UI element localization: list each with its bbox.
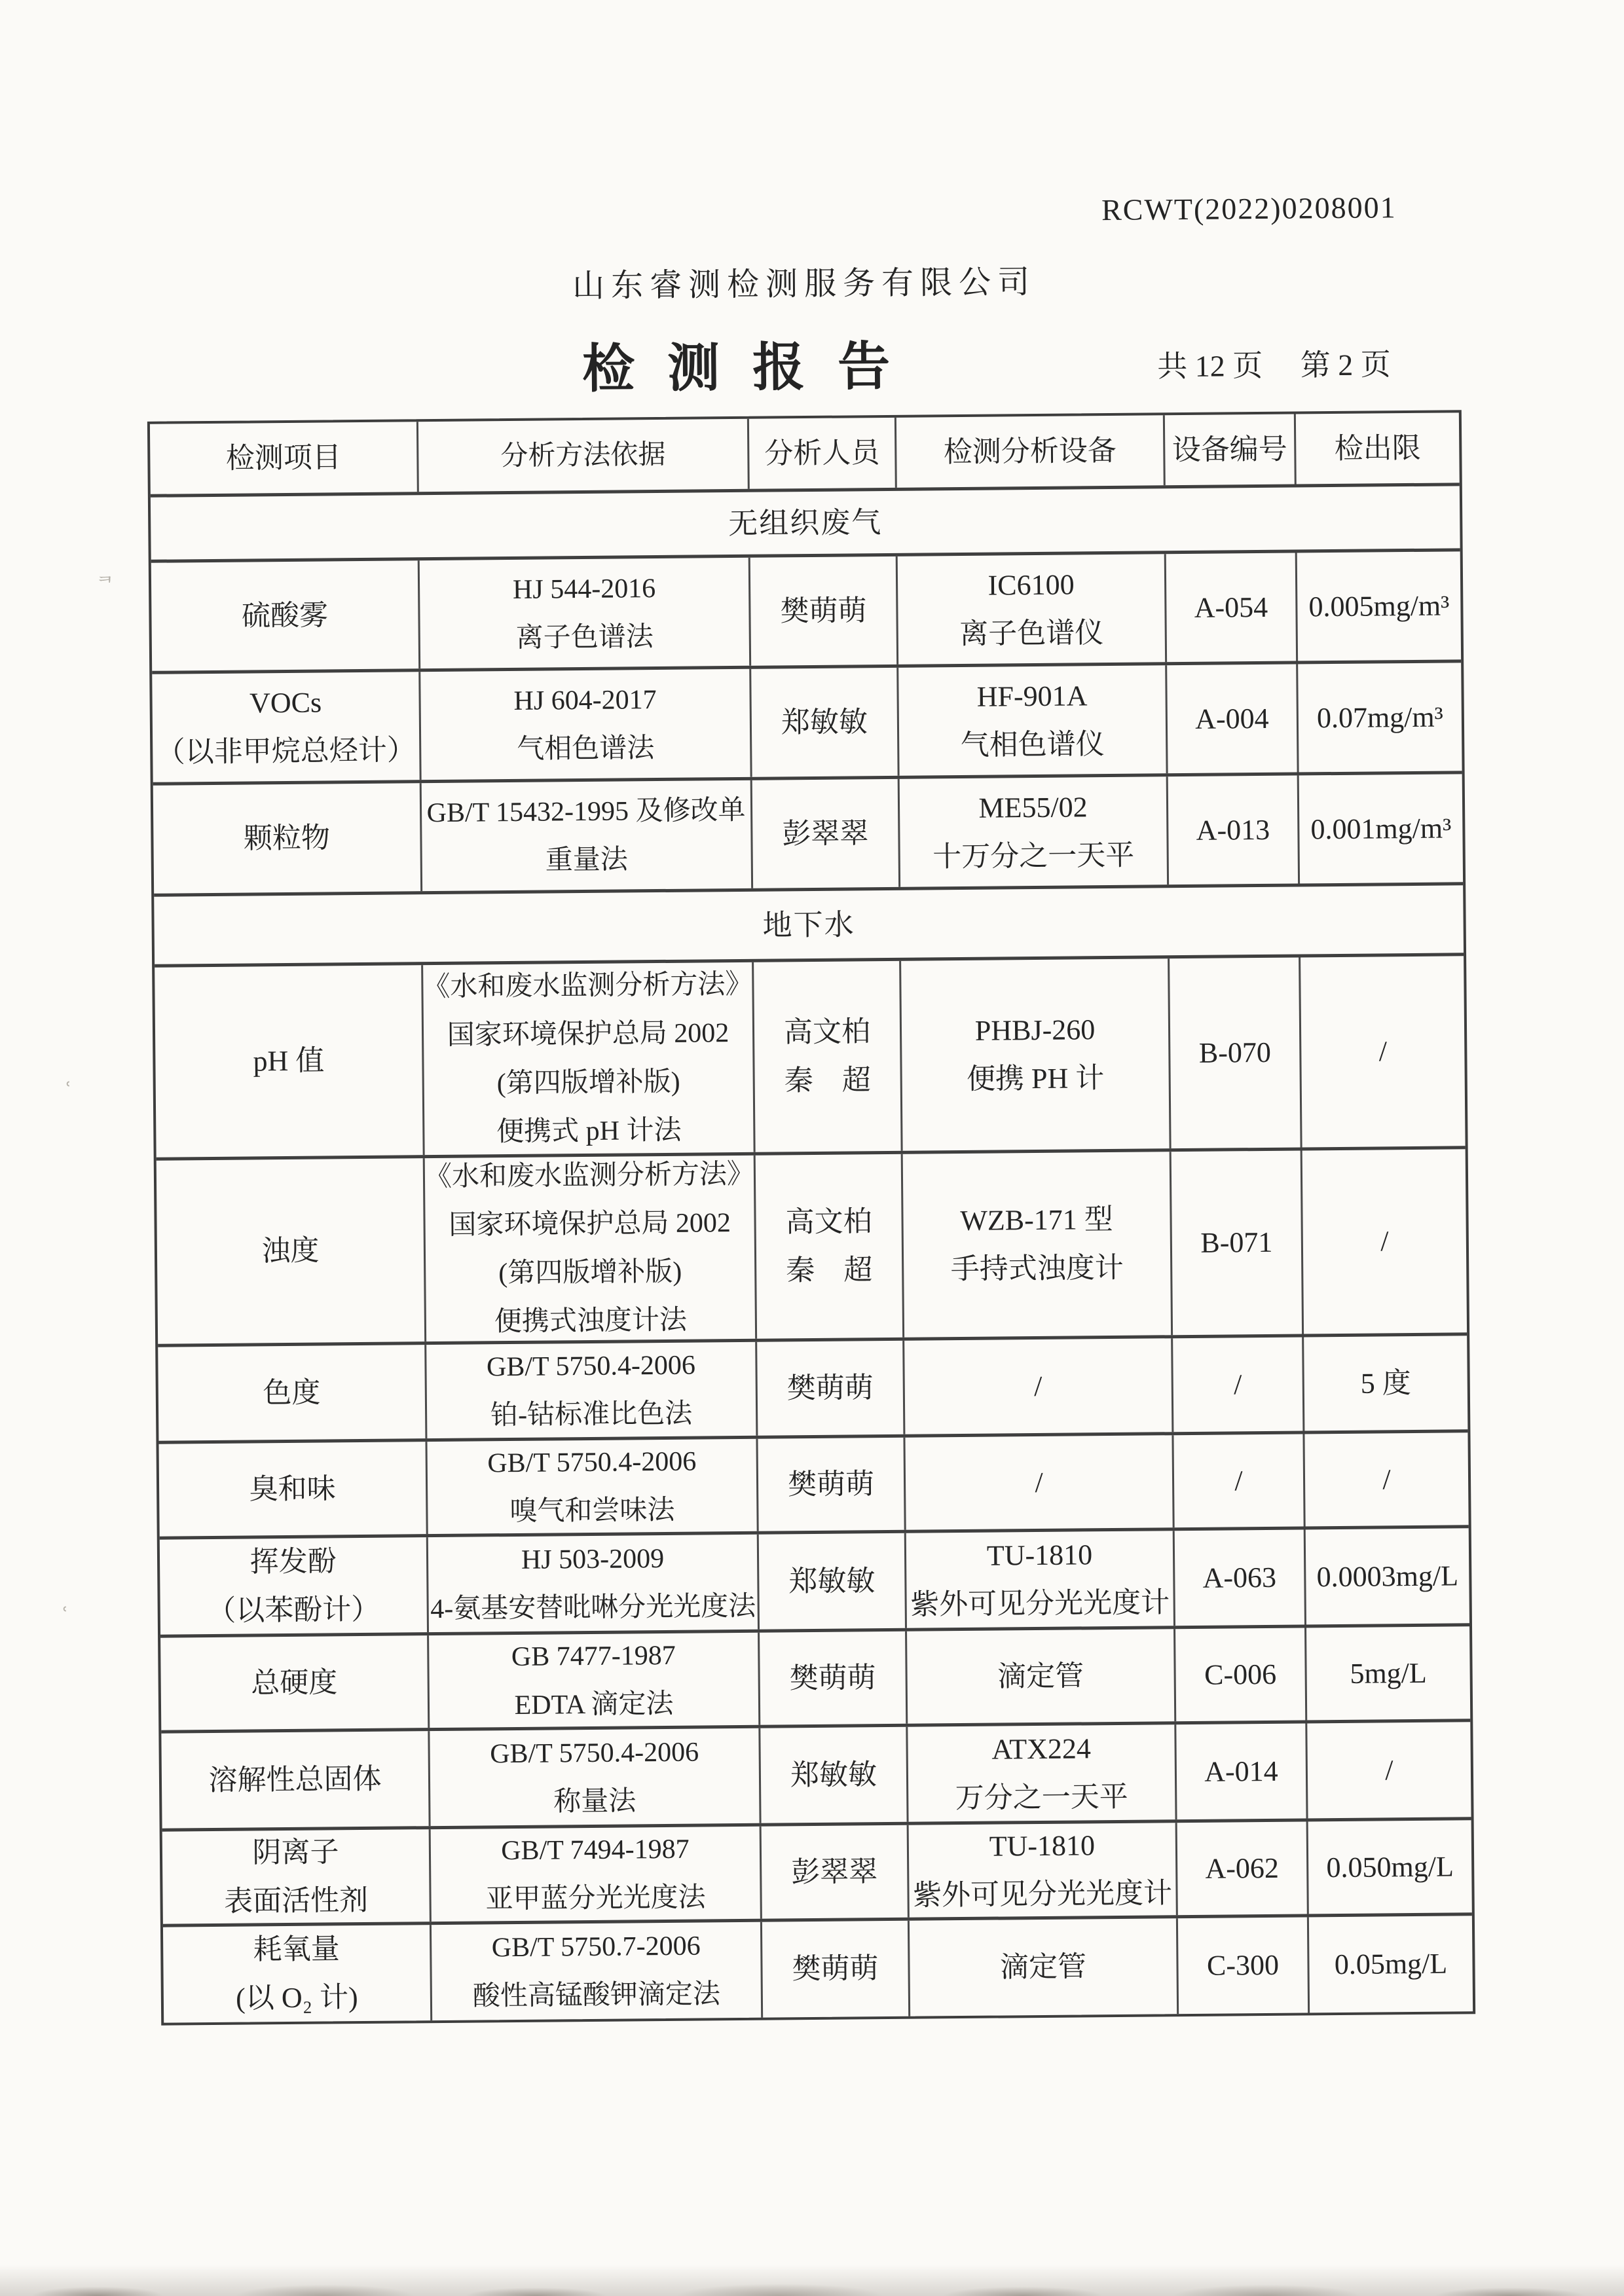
cell-line: 滴定管 — [997, 1659, 1084, 1693]
detection-limit-cell — [1308, 1820, 1472, 1914]
table-row — [160, 1626, 1470, 1733]
cell-line: 郑敏敏 — [781, 705, 868, 738]
cell-line: 溶解性总固体 — [208, 1762, 382, 1796]
scan-speck: ᆿ — [96, 563, 115, 586]
cell-line: 万分之一天平 — [955, 1780, 1128, 1814]
cell-line: 挥发酚 — [249, 1544, 337, 1578]
report-title: 检 测 报 告 — [581, 338, 900, 399]
section-row — [151, 486, 1460, 562]
cell-line: 0.050mg/L — [1326, 1850, 1454, 1884]
cell-line: B-071 — [1200, 1226, 1273, 1259]
equipment-cell — [900, 776, 1169, 887]
method-cell — [429, 1633, 760, 1728]
cell-line: GB/T 5750.4-2006 — [486, 1350, 696, 1382]
table-row — [151, 551, 1461, 674]
cell-line: HJ 503-2009 — [521, 1543, 665, 1575]
table-row — [152, 663, 1462, 785]
equipment-no-cell — [1167, 664, 1299, 773]
equipment-no-cell — [1177, 1821, 1309, 1915]
cell-line: 0.005mg/m³ — [1308, 589, 1450, 623]
cell-line: HJ 604-2017 — [513, 684, 657, 716]
item-cell — [162, 1829, 432, 1924]
column-header-analyst — [749, 418, 897, 489]
cell-line: C-300 — [1206, 1948, 1280, 1982]
cell-line: A-054 — [1194, 591, 1268, 624]
cell-line: 便携式 pH 计法 — [496, 1115, 682, 1148]
equipment-cell — [910, 1918, 1179, 2016]
table-row — [155, 956, 1465, 1160]
cell-line: B-070 — [1198, 1036, 1272, 1069]
item-cell — [155, 965, 425, 1157]
cell-line: 彭翠翠 — [782, 816, 869, 850]
method-cell — [431, 1827, 762, 1922]
detection-limit-cell — [1306, 1528, 1469, 1624]
cell-line: 嗅气和尝味法 — [509, 1495, 675, 1527]
cell-line: 便携式浊度计法 — [494, 1305, 688, 1338]
cell-line: VOCs — [249, 686, 322, 719]
cell-line: 浊度 — [261, 1234, 320, 1267]
method-cell — [420, 558, 751, 668]
cell-line: 铂-钴标准比色法 — [490, 1398, 693, 1430]
cell-line: 5mg/L — [1350, 1656, 1427, 1690]
column-header-equipment-no — [1165, 414, 1297, 486]
detection-limit-cell — [1302, 1149, 1467, 1334]
cell-line: A-013 — [1196, 813, 1270, 847]
item-cell — [160, 1635, 430, 1730]
section-label — [154, 885, 1464, 964]
detection-limit-cell — [1306, 1626, 1470, 1720]
cell-line: GB/T 5750.7-2006 — [491, 1931, 701, 1963]
equipment-cell — [901, 958, 1172, 1151]
analyst-cell — [762, 1921, 910, 2018]
equipment-cell — [909, 1823, 1178, 1918]
cell-line: 郑敏敏 — [788, 1564, 876, 1597]
item-cell — [151, 560, 420, 671]
cell-line: / — [1380, 1225, 1389, 1258]
cell-line: 《水和废水监测分析方法》 — [424, 1159, 755, 1193]
method-cell — [423, 962, 756, 1155]
item-cell — [163, 1925, 432, 2023]
equipment-cell — [898, 554, 1167, 665]
detection-limit-cell — [1297, 551, 1461, 661]
header-label: 设备编号 — [1172, 433, 1288, 466]
equipment-cell — [904, 1338, 1173, 1434]
cell-line: HF-901A — [976, 679, 1088, 713]
cell-line: ATX224 — [991, 1732, 1092, 1766]
analyst-cell — [756, 1154, 904, 1339]
cell-line: 气相色谱法 — [517, 733, 655, 765]
cell-line: 紫外可见分光光度计 — [910, 1586, 1170, 1621]
cell-line: 十万分之一天平 — [932, 839, 1135, 873]
equipment-cell — [908, 1724, 1177, 1822]
item-cell — [153, 783, 422, 894]
cell-line: 耗氧量 — [253, 1933, 340, 1966]
table-row — [153, 774, 1463, 896]
scan-speck: ˓ — [62, 1599, 69, 1622]
cell-line: GB/T 5750.4-2006 — [487, 1446, 697, 1478]
cell-line: TU-1810 — [986, 1538, 1093, 1572]
cell-line: / — [1385, 1753, 1393, 1786]
header-label: 分析人员 — [764, 436, 880, 470]
cell-line: 4-氨基安替吡啉分光光度法 — [430, 1591, 756, 1624]
detection-limit-cell — [1304, 1336, 1467, 1430]
cell-line: GB/T 15432-1995 及修改单 — [426, 795, 746, 828]
cell-line: (第四版增补版) — [496, 1066, 680, 1099]
analyst-cell — [760, 1631, 908, 1725]
cell-line: C-006 — [1204, 1658, 1277, 1691]
cell-line: (第四版增补版) — [498, 1256, 682, 1289]
equipment-no-cell — [1168, 775, 1300, 884]
analyst-cell — [751, 668, 899, 777]
cell-line: 国家环境保护总局 2002 — [449, 1208, 731, 1241]
cell-line: 颗粒物 — [243, 821, 331, 855]
cell-line: 称量法 — [553, 1785, 637, 1817]
cell-line: 樊萌萌 — [792, 1952, 879, 1986]
cell-line: / — [1033, 1370, 1043, 1402]
company-name: 山东睿测检测服务有限公司 — [572, 263, 1037, 304]
cell-line: 樊萌萌 — [780, 594, 867, 627]
cell-line: 郑敏敏 — [790, 1758, 877, 1791]
item-cell — [152, 672, 421, 782]
header-label: 检测分析设备 — [943, 434, 1117, 468]
report-code: RCWT(2022)0208001 — [1101, 191, 1397, 227]
cell-line: 秦 超 — [786, 1254, 873, 1287]
analyst-cell — [758, 1438, 906, 1531]
cell-line: 阴离子 — [252, 1835, 339, 1868]
cell-line: 紫外可见分光光度计 — [912, 1876, 1173, 1912]
analyst-cell — [757, 1341, 905, 1436]
cell-line: 0.05mg/L — [1334, 1947, 1448, 1981]
method-cell — [427, 1439, 758, 1534]
cell-line: / — [1382, 1463, 1391, 1495]
section-label-text: 地下水 — [762, 907, 855, 942]
cell-line: 樊萌萌 — [789, 1661, 876, 1694]
cell-line: WZB-171 型 — [960, 1203, 1113, 1237]
cell-line: / — [1234, 1464, 1243, 1497]
cell-line: A-062 — [1205, 1851, 1280, 1885]
item-cell — [157, 1158, 426, 1344]
cell-line: A-063 — [1202, 1561, 1277, 1594]
method-cell — [430, 1728, 761, 1826]
equipment-no-cell — [1173, 1434, 1305, 1527]
cell-line: 酸性高锰酸钾滴定法 — [472, 1979, 721, 2012]
detection-limit-cell — [1299, 774, 1463, 883]
column-header-analysis-equipment — [896, 415, 1166, 488]
table-row — [158, 1336, 1467, 1444]
equipment-no-cell — [1172, 1150, 1304, 1335]
equipment-no-cell — [1170, 957, 1302, 1148]
cell-line: EDTA 滴定法 — [514, 1688, 674, 1721]
page-indicator: 共 12 页 第 2 页 — [1156, 348, 1391, 384]
column-header-detection-limit — [1296, 412, 1460, 484]
cell-line: 色度 — [263, 1376, 321, 1409]
method-cell — [432, 1922, 763, 2020]
cell-line: 总硬度 — [250, 1666, 338, 1700]
detection-limit-cell — [1307, 1722, 1471, 1818]
cell-line: 离子色谱仪 — [959, 616, 1104, 650]
equipment-no-cell — [1176, 1723, 1308, 1819]
cell-line: 亚甲蓝分光光度法 — [485, 1882, 706, 1914]
cell-line: PHBJ-260 — [974, 1013, 1096, 1047]
equipment-no-cell — [1166, 553, 1298, 662]
method-cell — [428, 1535, 760, 1632]
cell-line: IC6100 — [987, 568, 1075, 602]
cell-line: 表面活性剂 — [223, 1884, 369, 1918]
cell-line: / — [1378, 1035, 1388, 1068]
item-cell — [161, 1731, 430, 1829]
cell-line: 滴定管 — [999, 1950, 1087, 1984]
cell-line: / — [1035, 1466, 1043, 1499]
cell-line: 重量法 — [545, 844, 628, 876]
equipment-no-cell — [1175, 1628, 1307, 1721]
detection-limit-cell — [1304, 1432, 1468, 1526]
analyst-cell — [760, 1727, 908, 1823]
cell-line: 樊萌萌 — [787, 1467, 875, 1501]
cell-line: 樊萌萌 — [786, 1371, 874, 1404]
method-cell — [422, 780, 753, 891]
cell-line: 硫酸雾 — [241, 598, 329, 632]
analyst-cell — [750, 556, 898, 666]
analyst-cell — [762, 1825, 910, 1919]
cell-line: TU-1810 — [989, 1829, 1096, 1863]
method-cell — [425, 1156, 757, 1341]
cell-line: 便携 PH 计 — [966, 1062, 1105, 1095]
detection-limit-cell — [1301, 956, 1466, 1147]
cell-line: 秦 超 — [784, 1064, 871, 1097]
table-row — [159, 1432, 1469, 1539]
cell-line: / — [1233, 1368, 1242, 1400]
cell-line: 0.07mg/m³ — [1316, 701, 1444, 734]
cell-line: （以苯酚计） — [207, 1593, 380, 1627]
item-cell — [160, 1537, 429, 1635]
item-cell — [158, 1345, 427, 1441]
cell-line: GB/T 5750.4-2006 — [489, 1737, 699, 1769]
table-row — [160, 1528, 1469, 1637]
method-cell — [426, 1342, 758, 1438]
equipment-cell — [907, 1629, 1176, 1724]
method-cell — [420, 669, 752, 780]
header-label: 检出限 — [1334, 431, 1422, 465]
table-row — [161, 1722, 1471, 1831]
cell-line: 5 度 — [1360, 1366, 1411, 1400]
cell-line: ME55/02 — [978, 790, 1088, 824]
cell-line: pH 值 — [253, 1044, 325, 1078]
detection-limit-cell — [1309, 1916, 1473, 2013]
cell-line: GB/T 7494-1987 — [501, 1834, 690, 1866]
analyst-cell — [754, 961, 903, 1152]
column-header-test-item — [150, 422, 419, 494]
cell-line: 0.0003mg/L — [1316, 1559, 1459, 1593]
cell-line: A-014 — [1204, 1755, 1278, 1788]
test-items-table — [147, 410, 1475, 2025]
scan-speck: ˓ — [65, 1074, 72, 1097]
analyst-cell — [752, 779, 900, 888]
cell-line: 气相色谱仪 — [960, 727, 1105, 761]
equipment-cell — [898, 665, 1168, 776]
item-cell — [159, 1442, 428, 1537]
equipment-cell — [906, 1531, 1175, 1628]
column-header-method-basis — [418, 419, 750, 492]
header-label: 分析方法依据 — [500, 439, 666, 471]
section-label — [151, 486, 1460, 559]
cell-line: 手持式浊度计 — [950, 1251, 1124, 1286]
equipment-no-cell — [1175, 1529, 1306, 1626]
table-row — [163, 1916, 1473, 2022]
cell-line: (以 O₂ 计) — [235, 1981, 358, 2014]
cell-line: 高文柏 — [785, 1205, 872, 1239]
scan-shadow — [0, 2265, 1624, 2296]
cell-line: HJ 544-2016 — [512, 573, 656, 605]
header-label: 检测项目 — [225, 441, 342, 475]
cell-line: 0.001mg/m³ — [1310, 811, 1452, 845]
equipment-no-cell — [1173, 1337, 1304, 1432]
table-row — [157, 1149, 1467, 1347]
cell-line: 《水和废水监测分析方法》 — [422, 969, 753, 1003]
cell-line: 臭和味 — [249, 1472, 336, 1506]
cell-line: 国家环境保护总局 2002 — [447, 1018, 729, 1051]
detection-limit-cell — [1298, 663, 1462, 772]
equipment-cell — [903, 1152, 1173, 1338]
table-header-row — [150, 412, 1460, 497]
table-row — [162, 1820, 1472, 1927]
cell-line: （以非甲烷总烃计） — [156, 733, 416, 769]
cell-line: GB 7477-1987 — [511, 1640, 676, 1672]
section-label-text: 无组织废气 — [728, 505, 883, 540]
cell-line: 高文柏 — [783, 1015, 871, 1049]
cell-line: A-004 — [1194, 702, 1269, 735]
cell-line: 彭翠翠 — [791, 1855, 878, 1888]
equipment-cell — [905, 1435, 1174, 1530]
equipment-no-cell — [1178, 1917, 1310, 2014]
section-row — [154, 885, 1464, 967]
cell-line: 离子色谱法 — [515, 621, 654, 653]
analyst-cell — [759, 1533, 907, 1630]
